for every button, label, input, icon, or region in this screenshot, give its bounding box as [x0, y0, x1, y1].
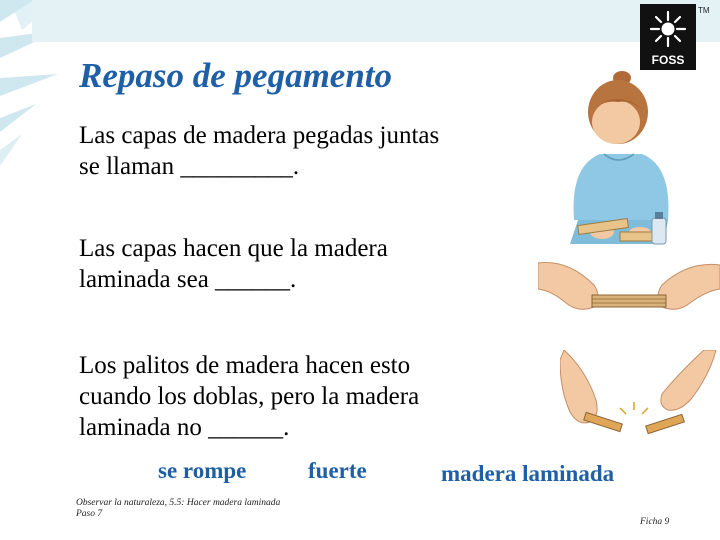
question-2	[79, 233, 388, 295]
hands-bending-laminated-wood-illustration	[538, 255, 720, 333]
question-3	[79, 350, 419, 443]
word-bank-se-rompe: se rompe	[158, 458, 247, 483]
trademark-mark: TM	[698, 6, 710, 15]
question-1-line-1: Las capas de madera pegadas juntas	[79, 122, 440, 149]
question-3-line-2: cuando los doblas, pero la madera	[79, 383, 420, 410]
question-2-line-2: laminada sea ______.	[79, 266, 297, 293]
question-2-line-1: Las capas hacen que la madera	[79, 235, 388, 262]
word-bank-fuerte: fuerte	[308, 458, 367, 483]
question-3-line-1: Los palitos de madera hacen esto	[79, 352, 411, 379]
footer-source	[76, 498, 280, 520]
question-1	[79, 120, 439, 182]
foss-logo-text: FOSS	[651, 53, 685, 67]
header-bar	[32, 0, 720, 42]
slide-number: Ficha 9	[640, 517, 670, 527]
page-title: Repaso de pegamento	[79, 56, 393, 95]
question-3-line-3: laminada no ______.	[79, 414, 290, 441]
footer-line-1: Observar la naturaleza, 5.5: Hacer madera laminada	[76, 498, 281, 508]
girl-gluing-illustration	[560, 70, 720, 250]
footer-line-2: Paso 7	[76, 509, 103, 519]
word-bank-madera-laminada: madera laminada	[441, 461, 615, 486]
question-1-line-2: se llaman _________.	[79, 153, 300, 180]
foss-logo-icon	[640, 4, 696, 70]
hands-breaking-stick-illustration	[560, 350, 720, 450]
